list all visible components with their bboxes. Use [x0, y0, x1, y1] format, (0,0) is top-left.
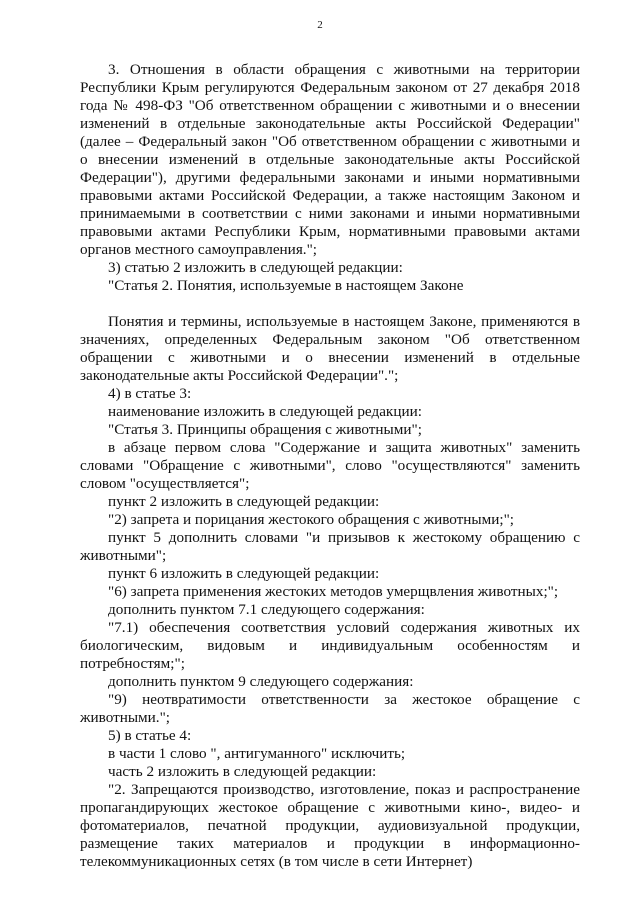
article-heading: "Статья 2. Понятия, используемые в настоящем Законе — [108, 277, 464, 294]
paragraph: пункт 6 изложить в следующей редакции: — [108, 565, 380, 582]
paragraph: "6) запрета применения жестоких методов умерщвления животных;"; — [108, 583, 559, 600]
paragraph: "9) неотвратимости ответственности за жестокое обращение с животными."; — [80, 691, 580, 726]
paragraph: 3. Отношения в области обращения с животными на территории Республики Крым регулируются Федеральным законом от 27 декабря 2018 года № 498-ФЗ "Об ответственном обращении с животными и о внесении изменений в отдельные законодательные акты Российской Федерации" (далее – Федеральный закон "Об ответственном обращении с животными и о внесении изменений в отдельные законодательные акты Российской Федерации"), другими федеральными законами и иными нормативными правовыми актами Российской Федерации, а также настоящим Законом и принимаемыми в соответствии с ними законами и иными нормативными правовыми актами Республики Крым, нормативными правовыми актами органов местного самоуправления."; — [80, 61, 580, 258]
document-body — [80, 61, 580, 871]
paragraph: 4) в статье 3: — [108, 385, 192, 402]
paragraph: "2. Запрещаются производство, изготовление, показ и распространение пропагандирующих жестокое обращение с животными кино-, видео- и фотоматериалов, печатной продукции, аудиовизуальной продукции, размещение таких материалов и продукции в информационно-телекоммуникационных сетях (в том числе в сети Интернет) — [80, 781, 580, 870]
paragraph: дополнить пунктом 9 следующего содержания: — [108, 673, 414, 690]
page-number: 2 — [317, 19, 323, 31]
paragraph: "2) запрета и порицания жестокого обращения с животными;"; — [108, 511, 515, 528]
paragraph: дополнить пунктом 7.1 следующего содержания: — [108, 601, 425, 618]
paragraph: Понятия и термины, используемые в настоящем Законе, применяются в значениях, определенных Федеральным законом "Об ответственном обращении с животными и о внесении изменений в отдельные законодательные акты Российской Федерации"."; — [80, 313, 580, 384]
paragraph: 5) в статье 4: — [108, 727, 192, 744]
paragraph: часть 2 изложить в следующей редакции: — [108, 763, 377, 780]
paragraph: наименование изложить в следующей редакции: — [108, 403, 422, 420]
paragraph: 3) статью 2 изложить в следующей редакции: — [108, 259, 403, 276]
paragraph: в части 1 слово ", антигуманного" исключить; — [108, 745, 406, 762]
paragraph: пункт 2 изложить в следующей редакции: — [108, 493, 380, 510]
paragraph: пункт 5 дополнить словами "и призывов к жестокому обращению с животными"; — [80, 529, 580, 564]
paragraph: "7.1) обеспечения соответствия условий содержания животных их биологическим, видовым и индивидуальным особенностям и потребностям;"; — [80, 619, 580, 672]
paragraph: "Статья 3. Принципы обращения с животными"; — [108, 421, 422, 438]
spacer — [80, 295, 580, 313]
paragraph: в абзаце первом слова "Содержание и защита животных" заменить словами "Обращение с животными", слово "осуществляются" заменить словом "осуществляется"; — [80, 439, 580, 492]
